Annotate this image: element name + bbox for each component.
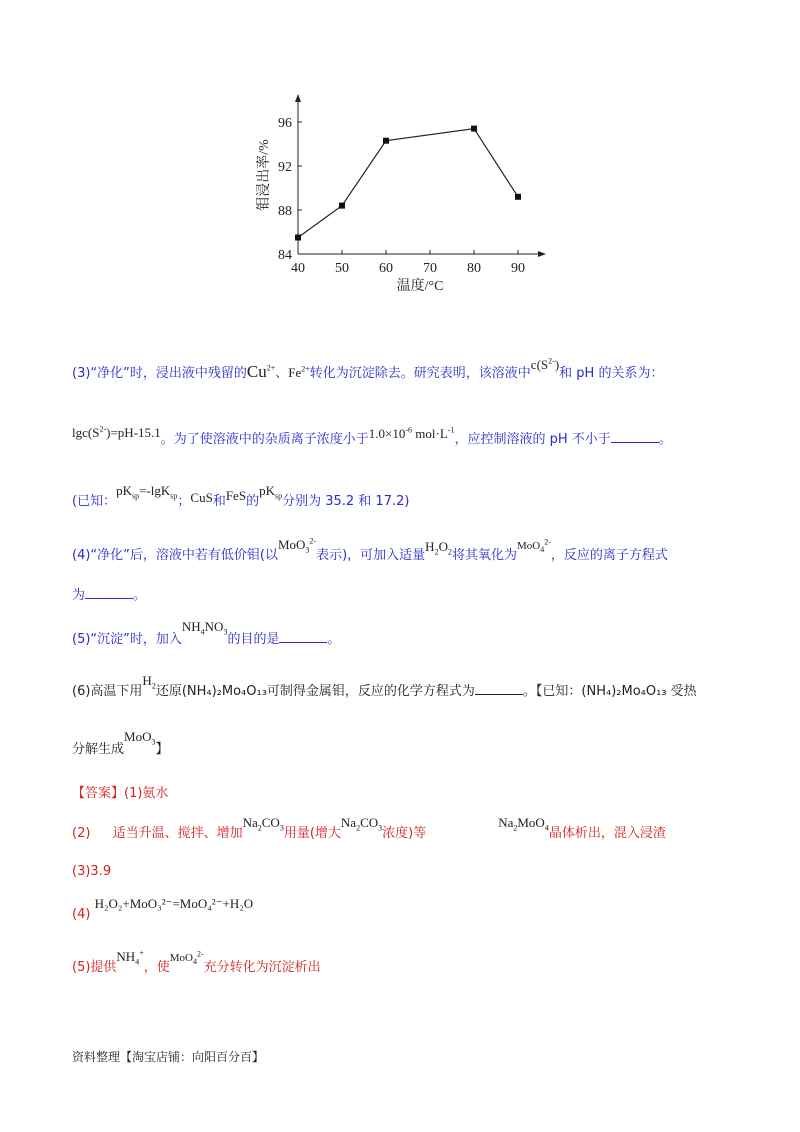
q5-answer-blank[interactable] xyxy=(279,630,327,643)
x-tick-label: 90 xyxy=(511,261,525,276)
moo3-formula: MoO$_3$ xyxy=(124,729,156,747)
q4-line2 xyxy=(72,584,146,603)
q3-text2: 和 pH 的关系为： xyxy=(559,366,664,381)
and-text: 和 xyxy=(212,494,226,509)
q3-line2 xyxy=(72,424,672,447)
q6-answer-blank[interactable] xyxy=(475,682,523,695)
pksp-def: $pK_{sp}=-\lg K_{sp}$ xyxy=(116,483,178,501)
of-text: 的 xyxy=(246,494,260,509)
answer-header: 【答案】(1)氨水 xyxy=(72,786,169,801)
q5-text3: 。 xyxy=(327,632,341,647)
x-axis-label: 温度/°C xyxy=(396,279,444,294)
pksp-2: $pK_{sp}$ xyxy=(259,483,283,501)
q3-sep: 、 xyxy=(275,366,289,381)
q5-line xyxy=(72,619,341,649)
answer-5 xyxy=(72,948,321,977)
semicolon: ； xyxy=(177,494,191,509)
answer-3: (3)3.9 xyxy=(72,864,112,879)
q3-text5: 。 xyxy=(658,432,672,447)
q6-line1 xyxy=(72,673,697,701)
q4-text1: (4)“净化”后，溶液中若有低价钼(以 xyxy=(72,548,278,563)
a5-text3: 充分转化为沉淀析出 xyxy=(203,960,321,975)
chart-axes xyxy=(295,94,546,257)
a2-text1: 适当升温、搅拌、增加 xyxy=(112,826,243,841)
q4-text2: 表示)，可加入适量 xyxy=(316,548,426,563)
q6-text1: (6)高温下用 xyxy=(72,684,143,699)
data-point xyxy=(515,194,521,200)
na2moo4-formula: $Na_2MoO_4$ xyxy=(498,815,549,833)
q3-line1 xyxy=(72,356,664,382)
fe-ion: $Fe^{2+}$ xyxy=(288,364,310,380)
q4-text3: 将其氧化为 xyxy=(451,548,517,563)
y-axis-arrow xyxy=(295,94,301,102)
lgc-formula: $\lg c(S^{2-})=pH-15.1$ xyxy=(72,424,161,440)
q3-text3: 。为了使溶液中的杂质离子浓度小于 xyxy=(160,432,369,447)
nh4no3-formula: $NH_4NO_3$ xyxy=(181,619,228,637)
q6-text2: 还原(NH₄)₂Mo₄O₁₃可制得金属钼，反应的化学方程式为 xyxy=(155,684,475,699)
known-close: 分别为 35.2 和 17.2) xyxy=(282,494,410,509)
answer-4 xyxy=(72,896,254,922)
a5-text2: ，使 xyxy=(143,960,170,975)
moo4-ion: MoO42- xyxy=(516,537,551,555)
data-point xyxy=(295,235,301,241)
data-point xyxy=(471,126,477,132)
a2-text3: 浓度)等 xyxy=(382,826,427,841)
x-axis-arrow xyxy=(538,251,546,257)
known-open: (已知： xyxy=(72,494,117,509)
y-axis-label: 钼浸出率/% xyxy=(257,139,272,211)
a4-equation: H₂O₂+MoO₃²⁻=MoO₄²⁻+H₂O xyxy=(94,896,254,911)
q4-text5: 为 xyxy=(72,588,86,603)
series-line xyxy=(298,129,518,238)
q3-text1: 转化为沉淀除去。研究表明，该溶液中 xyxy=(309,366,531,381)
h2-formula: $H_2$ xyxy=(142,673,156,691)
x-tick-label: 80 xyxy=(467,261,481,276)
q6-text3: 。【已知：(NH₄)₂Mo₄O₁₃ 受热 xyxy=(522,684,697,699)
a4-num: (4) xyxy=(72,907,91,922)
data-point xyxy=(383,138,389,144)
a2-text4: 晶体析出，混入浸渣 xyxy=(548,826,666,841)
q6-text4: 分解生成 xyxy=(72,742,125,757)
q4-line1 xyxy=(72,536,668,565)
leaching-rate-chart xyxy=(240,90,560,300)
q3-answer-blank[interactable] xyxy=(611,430,659,443)
footer-text: 资料整理【淘宝店铺：向阳百分百】 xyxy=(72,1050,265,1064)
moo4-ion-2: MoO42- xyxy=(169,949,204,967)
data-point xyxy=(339,203,345,209)
a2-num: (2) xyxy=(72,826,91,841)
a5-text1: (5)提供 xyxy=(72,960,117,975)
q4-text6: 。 xyxy=(133,588,147,603)
moo3-ion: MoO$_3^{2-}$ xyxy=(277,536,317,555)
nh4-ion: $NH_4^+$ xyxy=(116,948,144,967)
a2-text2: 用量(增大 xyxy=(283,826,341,841)
q4-answer-blank[interactable] xyxy=(85,586,133,599)
x-tick-label: 60 xyxy=(379,261,393,276)
c-s2-formula: $c(S^{2-})$ xyxy=(530,356,560,372)
y-tick-label: 92 xyxy=(278,160,292,175)
q3-text4: ，应控制溶液的 pH 不小于 xyxy=(454,432,611,447)
q6-line2 xyxy=(72,729,169,759)
fes-formula: FeS xyxy=(225,488,247,503)
concentration-value: $1.0\times 10^{-6}$ $mol\cdot L^{-1}$ xyxy=(368,425,455,441)
cu-ion: $Cu^{2+}$ xyxy=(246,362,276,381)
q3-label: (3)“净化”时，浸出液中残留的 xyxy=(72,366,247,381)
x-tick-label: 50 xyxy=(335,261,349,276)
q6-text5: 】 xyxy=(155,742,169,757)
q5-text2: 的目的是 xyxy=(227,632,280,647)
y-tick-label: 88 xyxy=(278,204,292,219)
q5-text1: (5)“沉淀”时，加入 xyxy=(72,632,182,647)
y-tick-label: 96 xyxy=(278,116,292,131)
answer-2 xyxy=(72,815,732,843)
y-tick-label: 84 xyxy=(278,248,292,263)
x-tick-label: 70 xyxy=(423,261,437,276)
h2o2-formula: $H_2O_2$ xyxy=(425,539,452,557)
chart-ticks xyxy=(278,116,525,276)
na2co3-formula-2: $Na_2CO_3$ xyxy=(340,815,383,833)
chart-series xyxy=(295,126,521,241)
q4-text4: ，反应的离子方程式 xyxy=(550,548,668,563)
q3-known xyxy=(72,483,410,511)
na2co3-formula: $Na_2CO_3$ xyxy=(242,815,284,833)
cus-formula: CuS xyxy=(190,490,213,505)
x-tick-label: 40 xyxy=(291,261,305,276)
